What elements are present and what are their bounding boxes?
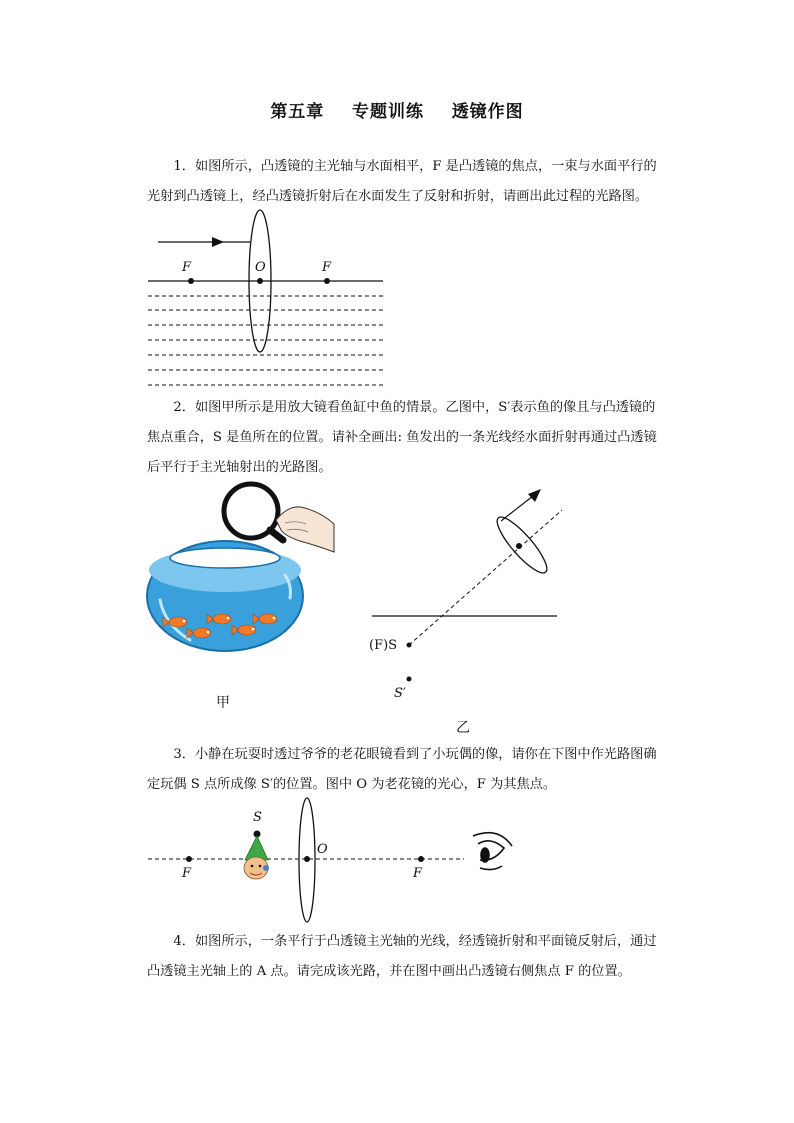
fig3-focus-right-label: F xyxy=(413,866,423,881)
fig2-focus-s-label: (F)S xyxy=(369,638,398,653)
question-number: 2． xyxy=(173,400,195,415)
figure-jia-caption: 甲 xyxy=(216,695,230,711)
question-number: 3． xyxy=(173,747,195,762)
fig1-focus-left-label: F xyxy=(182,260,192,275)
question-text: 如图所示，一条平行于凸透镜主光轴的光线，经透镜折射和平面镜反射后，通过凸透镜主光轴上的 A 点。请完成该光路，并在图中画出凸透镜右侧焦点 F 的位置。 xyxy=(147,934,657,979)
question-4 xyxy=(147,927,667,987)
question-number: 4． xyxy=(173,934,195,949)
page-title xyxy=(0,97,794,122)
doll-illustration xyxy=(244,831,269,880)
fig1-focus-right-label: F xyxy=(322,260,332,275)
fig1-optical-center-label: O xyxy=(255,260,266,275)
magnifier-illustration xyxy=(224,484,334,552)
subject-label: 透镜作图 xyxy=(451,102,524,122)
fishbowl-illustration xyxy=(147,541,303,651)
fig3-optical-center-label: O xyxy=(317,842,328,857)
chapter-label: 第五章 xyxy=(270,102,325,122)
question-1 xyxy=(147,152,667,212)
question-3 xyxy=(147,740,667,800)
fig3-focus-left-label: F xyxy=(182,866,192,881)
topic-label: 专题训练 xyxy=(352,102,424,122)
question-number: 1． xyxy=(173,159,195,174)
question-2 xyxy=(147,393,667,483)
fig2-image-sprime-label: S′ xyxy=(394,686,406,701)
question-text: 如图所示，凸透镜的主光轴与水面相平，F 是凸透镜的焦点，一束与水面平行的光射到凸透镜上，经凸透镜折射后在水面发生了反射和折射，请画出此过程的光路图。 xyxy=(147,159,657,204)
question-text: 如图甲所示是用放大镜看鱼缸中鱼的情景。乙图中，S′表示鱼的像且与凸透镜的焦点重合，S 是鱼所在的位置。请补全画出: 鱼发出的一条光线经水面折射再通过凸透镜后平行于主光轴射出的光路图。 xyxy=(147,400,657,475)
fig3-object-s-label: S xyxy=(253,810,262,825)
figure-yi-caption: 乙 xyxy=(456,720,470,736)
eye-icon xyxy=(473,833,512,870)
question-text: 小静在玩耍时透过爷爷的老花眼镜看到了小玩偶的像，请你在下图中作光路图确定玩偶 S 点所成像 S′的位置。图中 O 为老花镜的光心，F 为其焦点。 xyxy=(147,747,657,792)
